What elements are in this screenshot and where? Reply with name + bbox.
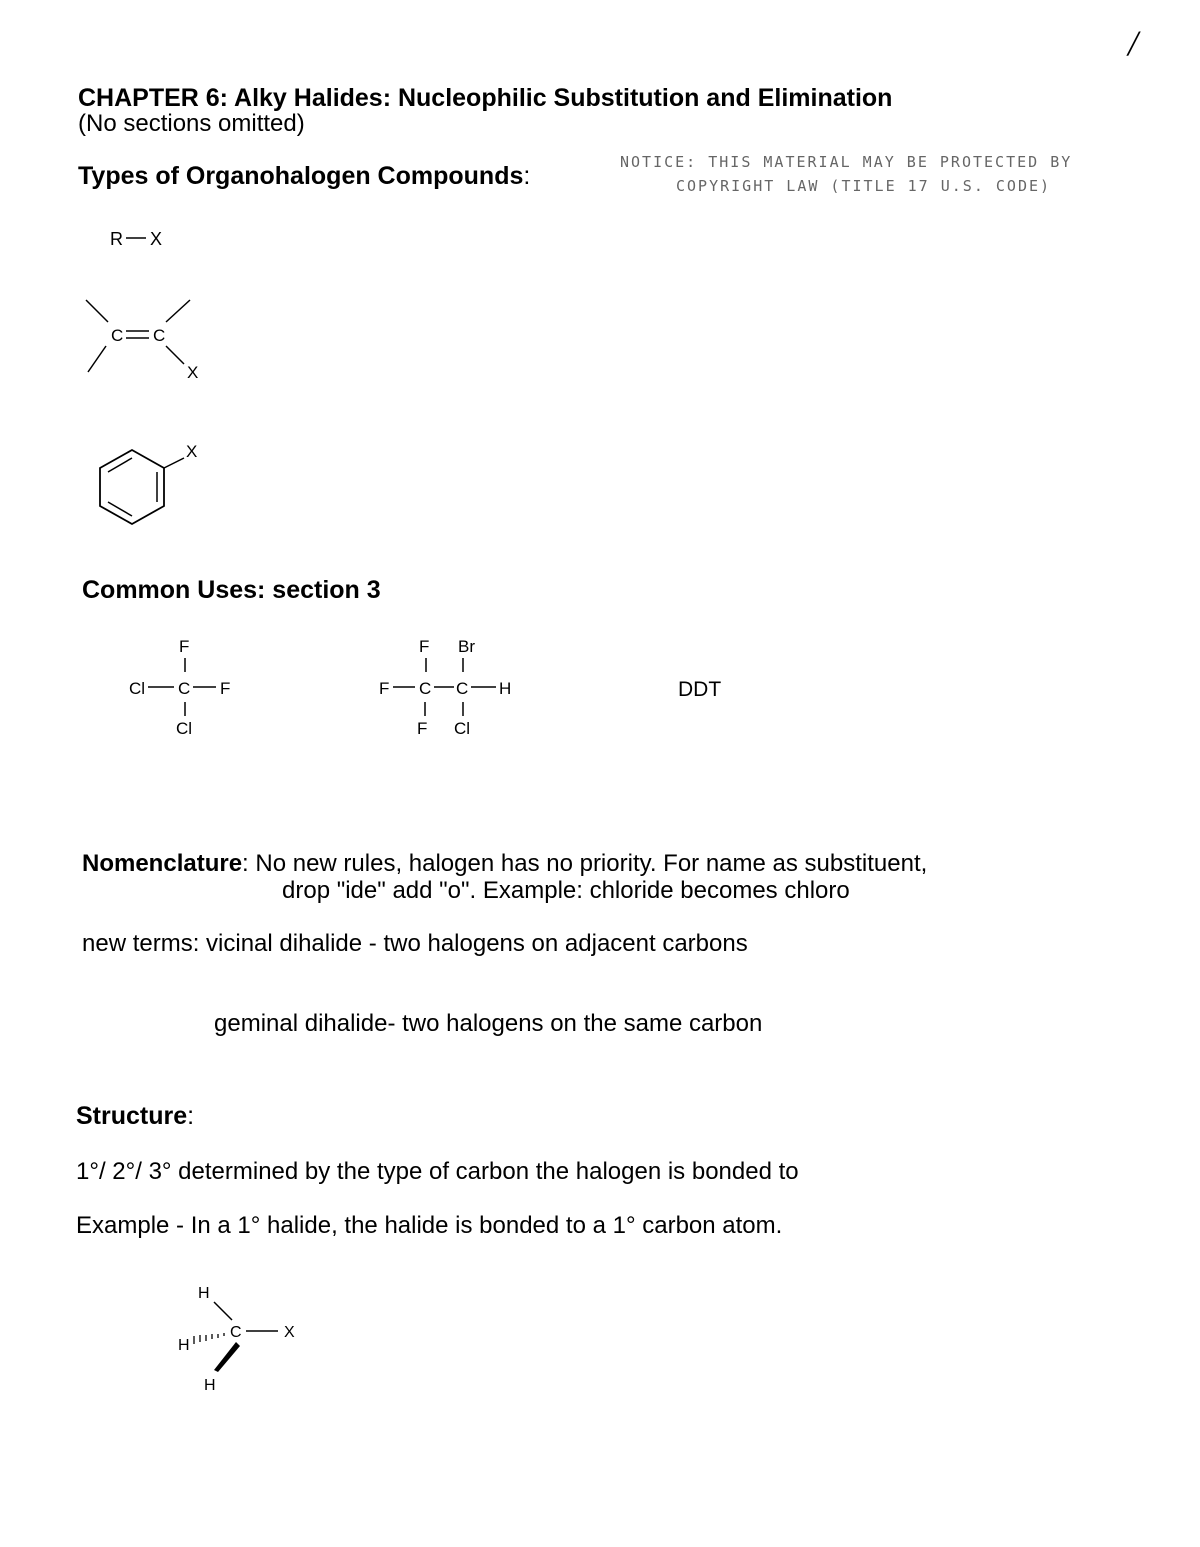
nomenclature-label: Nomenclature bbox=[82, 850, 243, 877]
tetra-c: C bbox=[230, 1324, 242, 1341]
cfc-c: C bbox=[178, 679, 191, 698]
copyright-notice-stamp bbox=[620, 150, 1072, 198]
cfc-structure bbox=[126, 634, 246, 744]
tetra-h-top: H bbox=[198, 1285, 210, 1302]
example-line: Example - In a 1° halide, the halide is bonded to a 1° carbon atom. bbox=[76, 1212, 783, 1239]
halothane-c2: C bbox=[456, 679, 469, 698]
structure-colon: : bbox=[187, 1102, 195, 1130]
cfc-cl-left: Cl bbox=[129, 679, 146, 698]
vinyl-halide-structure bbox=[80, 292, 210, 388]
alkyl-halide-structure bbox=[100, 222, 180, 254]
geminal-line: geminal dihalide- two halogens on the same carbon bbox=[214, 1010, 763, 1037]
nomenclature-line-1 bbox=[82, 850, 927, 878]
tetra-wedge-bond bbox=[214, 1342, 240, 1372]
aryl-bond-to-x bbox=[164, 458, 184, 468]
alkyl-r: R bbox=[110, 229, 123, 249]
halothane-cl-bottom: Cl bbox=[454, 719, 471, 738]
nomenclature-text-1: : No new rules, halogen has no priority. For name as substituent, bbox=[242, 850, 928, 877]
benzene-ring bbox=[100, 450, 164, 524]
tetrahedral-carbon-structure bbox=[174, 1278, 314, 1398]
notice-line-2: COPYRIGHT LAW (TITLE 17 U.S. CODE) bbox=[676, 177, 1052, 195]
chapter-subtitle: (No sections omitted) bbox=[78, 110, 305, 137]
alkyl-x: X bbox=[150, 229, 163, 249]
halothane-f-left: F bbox=[379, 679, 390, 698]
vinyl-c2: C bbox=[153, 326, 166, 345]
page-number: / bbox=[1128, 23, 1139, 63]
vinyl-bond-upper-left bbox=[86, 300, 108, 322]
benzene-inner-bond-3 bbox=[108, 502, 132, 516]
cfc-f-top: F bbox=[179, 637, 190, 656]
structure-label: Structure bbox=[76, 1102, 188, 1130]
notice-line-1: NOTICE: THIS MATERIAL MAY BE PROTECTED BY bbox=[620, 153, 1073, 171]
tetra-x: X bbox=[284, 1324, 295, 1341]
types-heading-colon: : bbox=[523, 162, 531, 190]
tetra-h-bottom: H bbox=[204, 1377, 216, 1394]
vinyl-bond-to-x bbox=[166, 346, 184, 364]
tetra-h-left: H bbox=[178, 1337, 190, 1354]
types-heading bbox=[78, 162, 530, 191]
structure-heading bbox=[76, 1102, 194, 1131]
vinyl-x: X bbox=[187, 363, 199, 382]
vinyl-bond-lower-left bbox=[88, 346, 106, 372]
chapter-title: CHAPTER 6: Alky Halides: Nucleophilic Substitution and Elimination bbox=[78, 84, 893, 112]
cfc-f-right: F bbox=[220, 679, 231, 698]
new-terms-line: new terms: vicinal dihalide - two halogens on adjacent carbons bbox=[82, 930, 748, 957]
halothane-br-top: Br bbox=[458, 637, 475, 656]
halothane-f-top: F bbox=[419, 637, 430, 656]
tetra-bond-top bbox=[214, 1302, 232, 1320]
tetra-hashed-bond bbox=[194, 1333, 224, 1344]
nomenclature-line-2: drop "ide" add "o". Example: chloride becomes chloro bbox=[282, 877, 850, 904]
halothane-h-right: H bbox=[499, 679, 512, 698]
cfc-cl-bottom: Cl bbox=[176, 719, 193, 738]
halothane-structure bbox=[376, 634, 536, 744]
vinyl-c1: C bbox=[111, 326, 124, 345]
halothane-f-bottom: F bbox=[417, 719, 428, 738]
degree-line: 1°/ 2°/ 3° determined by the type of carbon the halogen is bonded to bbox=[76, 1158, 799, 1185]
benzene-inner-bond-1 bbox=[108, 458, 132, 472]
halothane-c1: C bbox=[419, 679, 432, 698]
aryl-x: X bbox=[186, 442, 198, 461]
ddt-label: DDT bbox=[678, 678, 722, 701]
types-heading-text: Types of Organohalogen Compounds bbox=[78, 162, 524, 190]
common-uses-heading: Common Uses: section 3 bbox=[82, 576, 381, 604]
vinyl-bond-upper-right bbox=[166, 300, 190, 322]
aryl-halide-structure bbox=[84, 436, 214, 536]
